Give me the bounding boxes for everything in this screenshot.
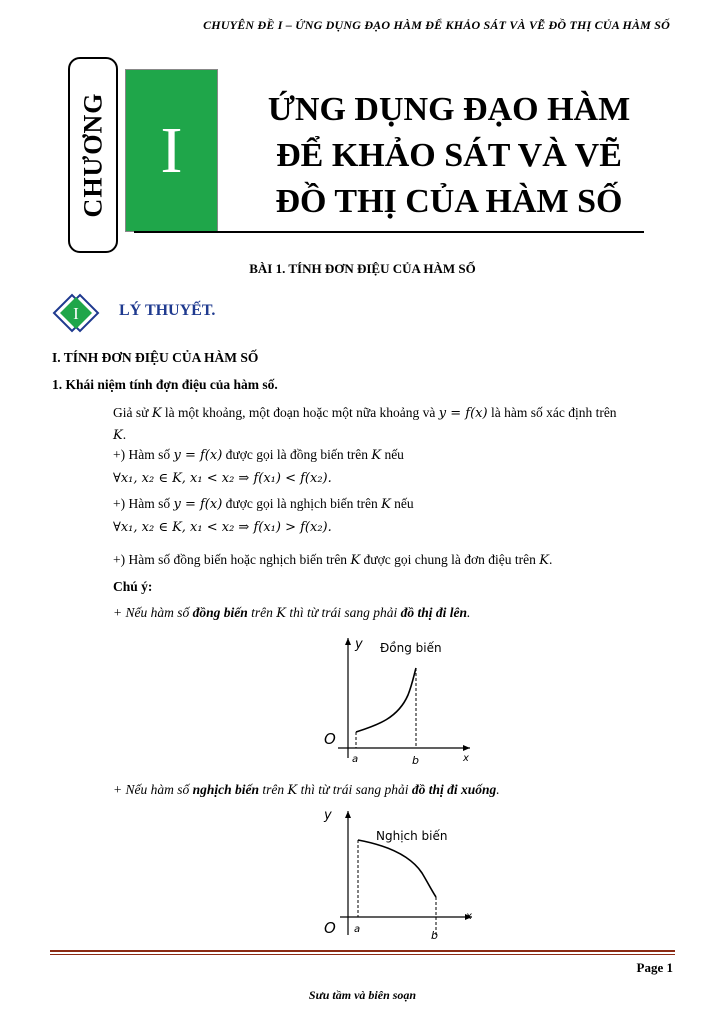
monotonic-definition: +) Hàm số đồng biến hoặc nghịch biến trên K được gọi chung là đơn điệu trên K. xyxy=(113,552,553,568)
svg-text:Đồng biến: Đồng biến xyxy=(380,641,442,655)
note-label: Chú ý: xyxy=(113,579,153,594)
increasing-condition: ∀x₁, x₂ ∈ K, x₁ < x₂ ⇒ f(x₁) < f(x₂). xyxy=(113,471,332,486)
lesson-title: BÀI 1. TÍNH ĐƠN ĐIỆU CỦA HÀM SỐ xyxy=(249,261,476,276)
subsection-heading: 1. Khái niệm tính đợn điệu của hàm số. xyxy=(52,377,278,392)
footer-rule xyxy=(50,950,675,952)
svg-text:a: a xyxy=(354,924,361,935)
part-diamond-icon xyxy=(50,293,114,333)
footer-rule-thin xyxy=(50,954,675,955)
svg-text:x: x xyxy=(463,753,469,764)
chapter-title: ỨNG DỤNG ĐẠO HÀM ĐỂ KHẢO SÁT VÀ VẼ ĐỒ THỊ CỦA HÀM SỐ xyxy=(267,91,631,220)
note-decreasing: + Nếu hàm số nghịch biến trên K thì từ trái sang phải đồ thị đi xuống. xyxy=(113,782,500,798)
svg-text:b: b xyxy=(431,929,438,942)
definition-paragraph-cont: K. xyxy=(113,427,127,443)
note-increasing: + Nếu hàm số đồng biến trên K thì từ trái sang phải đồ thị đi lên. xyxy=(113,605,471,621)
svg-text:y: y xyxy=(355,637,363,652)
graph-increasing xyxy=(308,630,478,770)
svg-text:b: b xyxy=(412,754,419,767)
footer-credit: Sưu tầm và biên soạn xyxy=(308,988,417,1002)
svg-text:x: x xyxy=(466,911,472,922)
graph-decreasing xyxy=(310,805,480,945)
svg-text:y: y xyxy=(324,808,332,823)
svg-text:Nghịch biến: Nghịch biến xyxy=(376,829,448,843)
increasing-definition: +) Hàm số y = f(x) được gọi là đồng biến trên K nếu xyxy=(113,447,404,463)
definition-paragraph: Giả sử K là một khoảng, một đoạn hoặc một nữa khoảng và y = f(x) là hàm số xác định trên xyxy=(113,405,617,421)
chapter-numeral: I xyxy=(125,69,218,232)
section-heading: I. TÍNH ĐƠN ĐIỆU CỦA HÀM SỐ xyxy=(52,350,259,365)
svg-text:a: a xyxy=(352,754,359,765)
part-badge xyxy=(50,293,114,333)
decreasing-condition: ∀x₁, x₂ ∈ K, x₁ < x₂ ⇒ f(x₁) > f(x₂). xyxy=(113,520,332,535)
running-header: CHUYÊN ĐỀ I – ỨNG DỤNG ĐẠO HÀM ĐỂ KHẢO SÁT VÀ VẼ ĐỒ THỊ CỦA HÀM SỐ xyxy=(203,18,670,32)
chapter-label: CHƯƠNG xyxy=(78,92,108,218)
part-title: LÝ THUYẾT. xyxy=(119,302,216,319)
chapter-underline xyxy=(134,231,644,233)
decreasing-definition: +) Hàm số y = f(x) được gọi là nghịch biến trên K nếu xyxy=(113,496,414,512)
svg-text:O: O xyxy=(324,919,336,937)
svg-text:O: O xyxy=(324,730,336,748)
svg-text:I: I xyxy=(73,304,79,323)
page-number: Page 1 xyxy=(636,960,673,975)
